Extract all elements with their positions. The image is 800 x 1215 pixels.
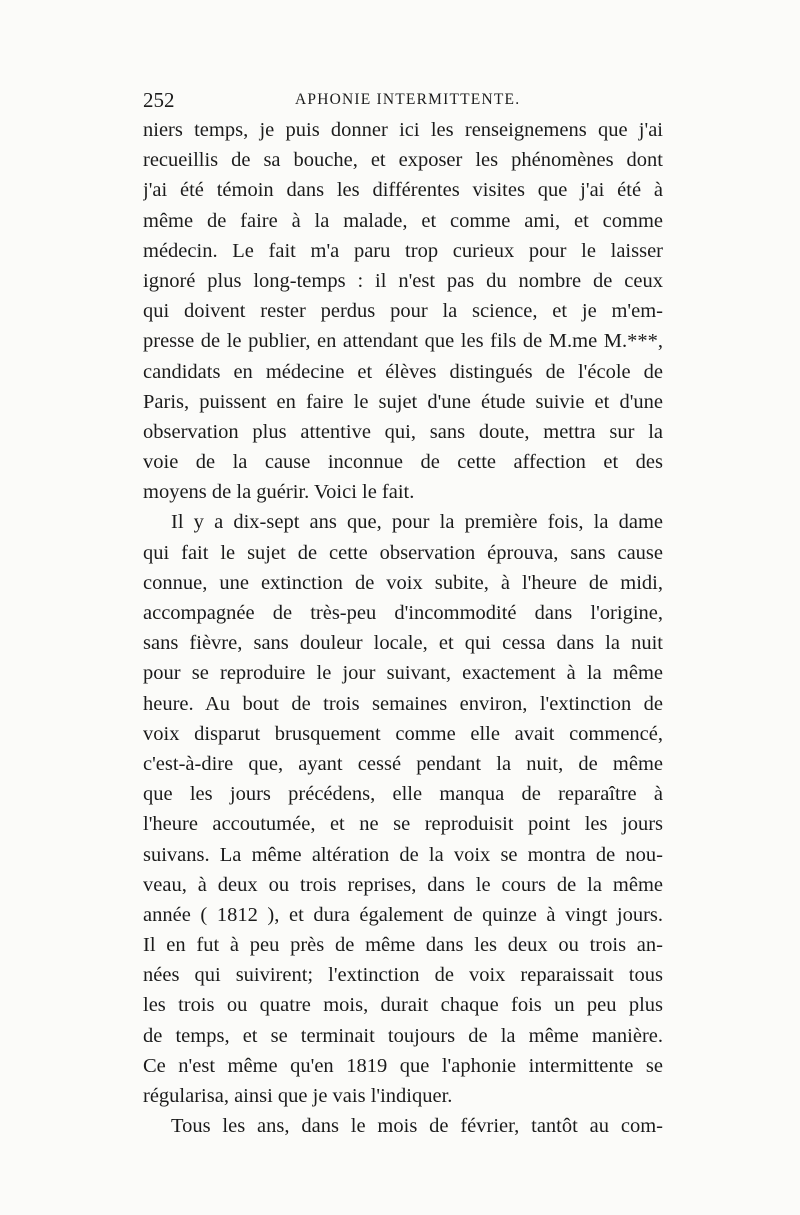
text-line: Il en fut à peu près de même dans les deux ou trois an-: [143, 934, 663, 957]
text-line: sans fièvre, sans douleur locale, et qui cessa dans la nuit: [143, 632, 663, 655]
text-line: moyens de la guérir. Voici le fait.: [143, 481, 415, 504]
text-line: les trois ou quatre mois, durait chaque fois un peu plus: [143, 994, 663, 1017]
text-line: Tous les ans, dans le mois de février, tantôt au com-: [171, 1115, 663, 1138]
text-line: Il y a dix-sept ans que, pour la première fois, la dame: [171, 511, 663, 534]
text-line: candidats en médecine et élèves distingués de l'école de: [143, 360, 663, 383]
text-line: régularisa, ainsi que je vais l'indiquer.: [143, 1085, 453, 1107]
page-header: [143, 88, 663, 118]
text-line: pour se reproduire le jour suivant, exactement à la même: [143, 662, 663, 685]
text-line: voix disparut brusquement comme elle avait commencé,: [143, 722, 663, 745]
text-line: de temps, et se terminait toujours de la même manière.: [143, 1024, 663, 1047]
text-line: niers temps, je puis donner ici les renseignemens que j'ai: [143, 119, 663, 141]
text-line: voie de la cause inconnue de cette affection et des: [143, 451, 663, 474]
text-line: Paris, puissent en faire le sujet d'une étude suivie et d'une: [143, 390, 663, 413]
text-line: Ce n'est même qu'en 1819 que l'aphonie intermittente se: [143, 1054, 663, 1077]
running-title: APHONIE INTERMITTENTE.: [295, 91, 521, 108]
text-line: même de faire à la malade, et comme ami, et comme: [143, 209, 663, 232]
text-line: accompagnée de très-peu d'incommodité dans l'origine,: [143, 602, 663, 624]
text-line: recueillis de sa bouche, et exposer les phénomènes dont: [143, 149, 663, 172]
text-line: presse de le publier, en attendant que les fils de M.me M.***,: [143, 330, 663, 353]
body-text: [143, 115, 663, 1141]
text-line: année ( 1812 ), et dura également de quinze à vingt jours.: [143, 903, 663, 926]
text-line: suivans. La même altération de la voix se montra de nou-: [143, 843, 663, 866]
text-line: nées qui suivirent; l'extinction de voix reparaissait tous: [143, 964, 663, 987]
text-line: observation plus attentive qui, sans doute, mettra sur la: [143, 420, 663, 443]
text-line: l'heure accoutumée, et ne se reproduisit point les jours: [143, 813, 663, 836]
text-line: c'est-à-dire que, ayant cessé pendant la nuit, de même: [143, 752, 663, 775]
text-line: heure. Au bout de trois semaines environ, l'extinction de: [143, 692, 663, 715]
text-line: médecin. Le fait m'a paru trop curieux pour le laisser: [143, 239, 663, 262]
text-line: que les jours précédens, elle manqua de reparaître à: [143, 783, 663, 806]
text-line: connue, une extinction de voix subite, à l'heure de midi,: [143, 571, 663, 594]
text-line: j'ai été témoin dans les différentes visites que j'ai été à: [143, 179, 663, 202]
text-line: qui fait le sujet de cette observation éprouva, sans cause: [143, 541, 663, 564]
page-number: 252: [143, 88, 175, 112]
text-line: qui doivent rester perdus pour la science, et je m'em-: [143, 300, 663, 323]
text-line: veau, à deux ou trois reprises, dans le cours de la même: [143, 873, 663, 896]
text-line: ignoré plus long-temps : il n'est pas du nombre de ceux: [143, 269, 663, 292]
